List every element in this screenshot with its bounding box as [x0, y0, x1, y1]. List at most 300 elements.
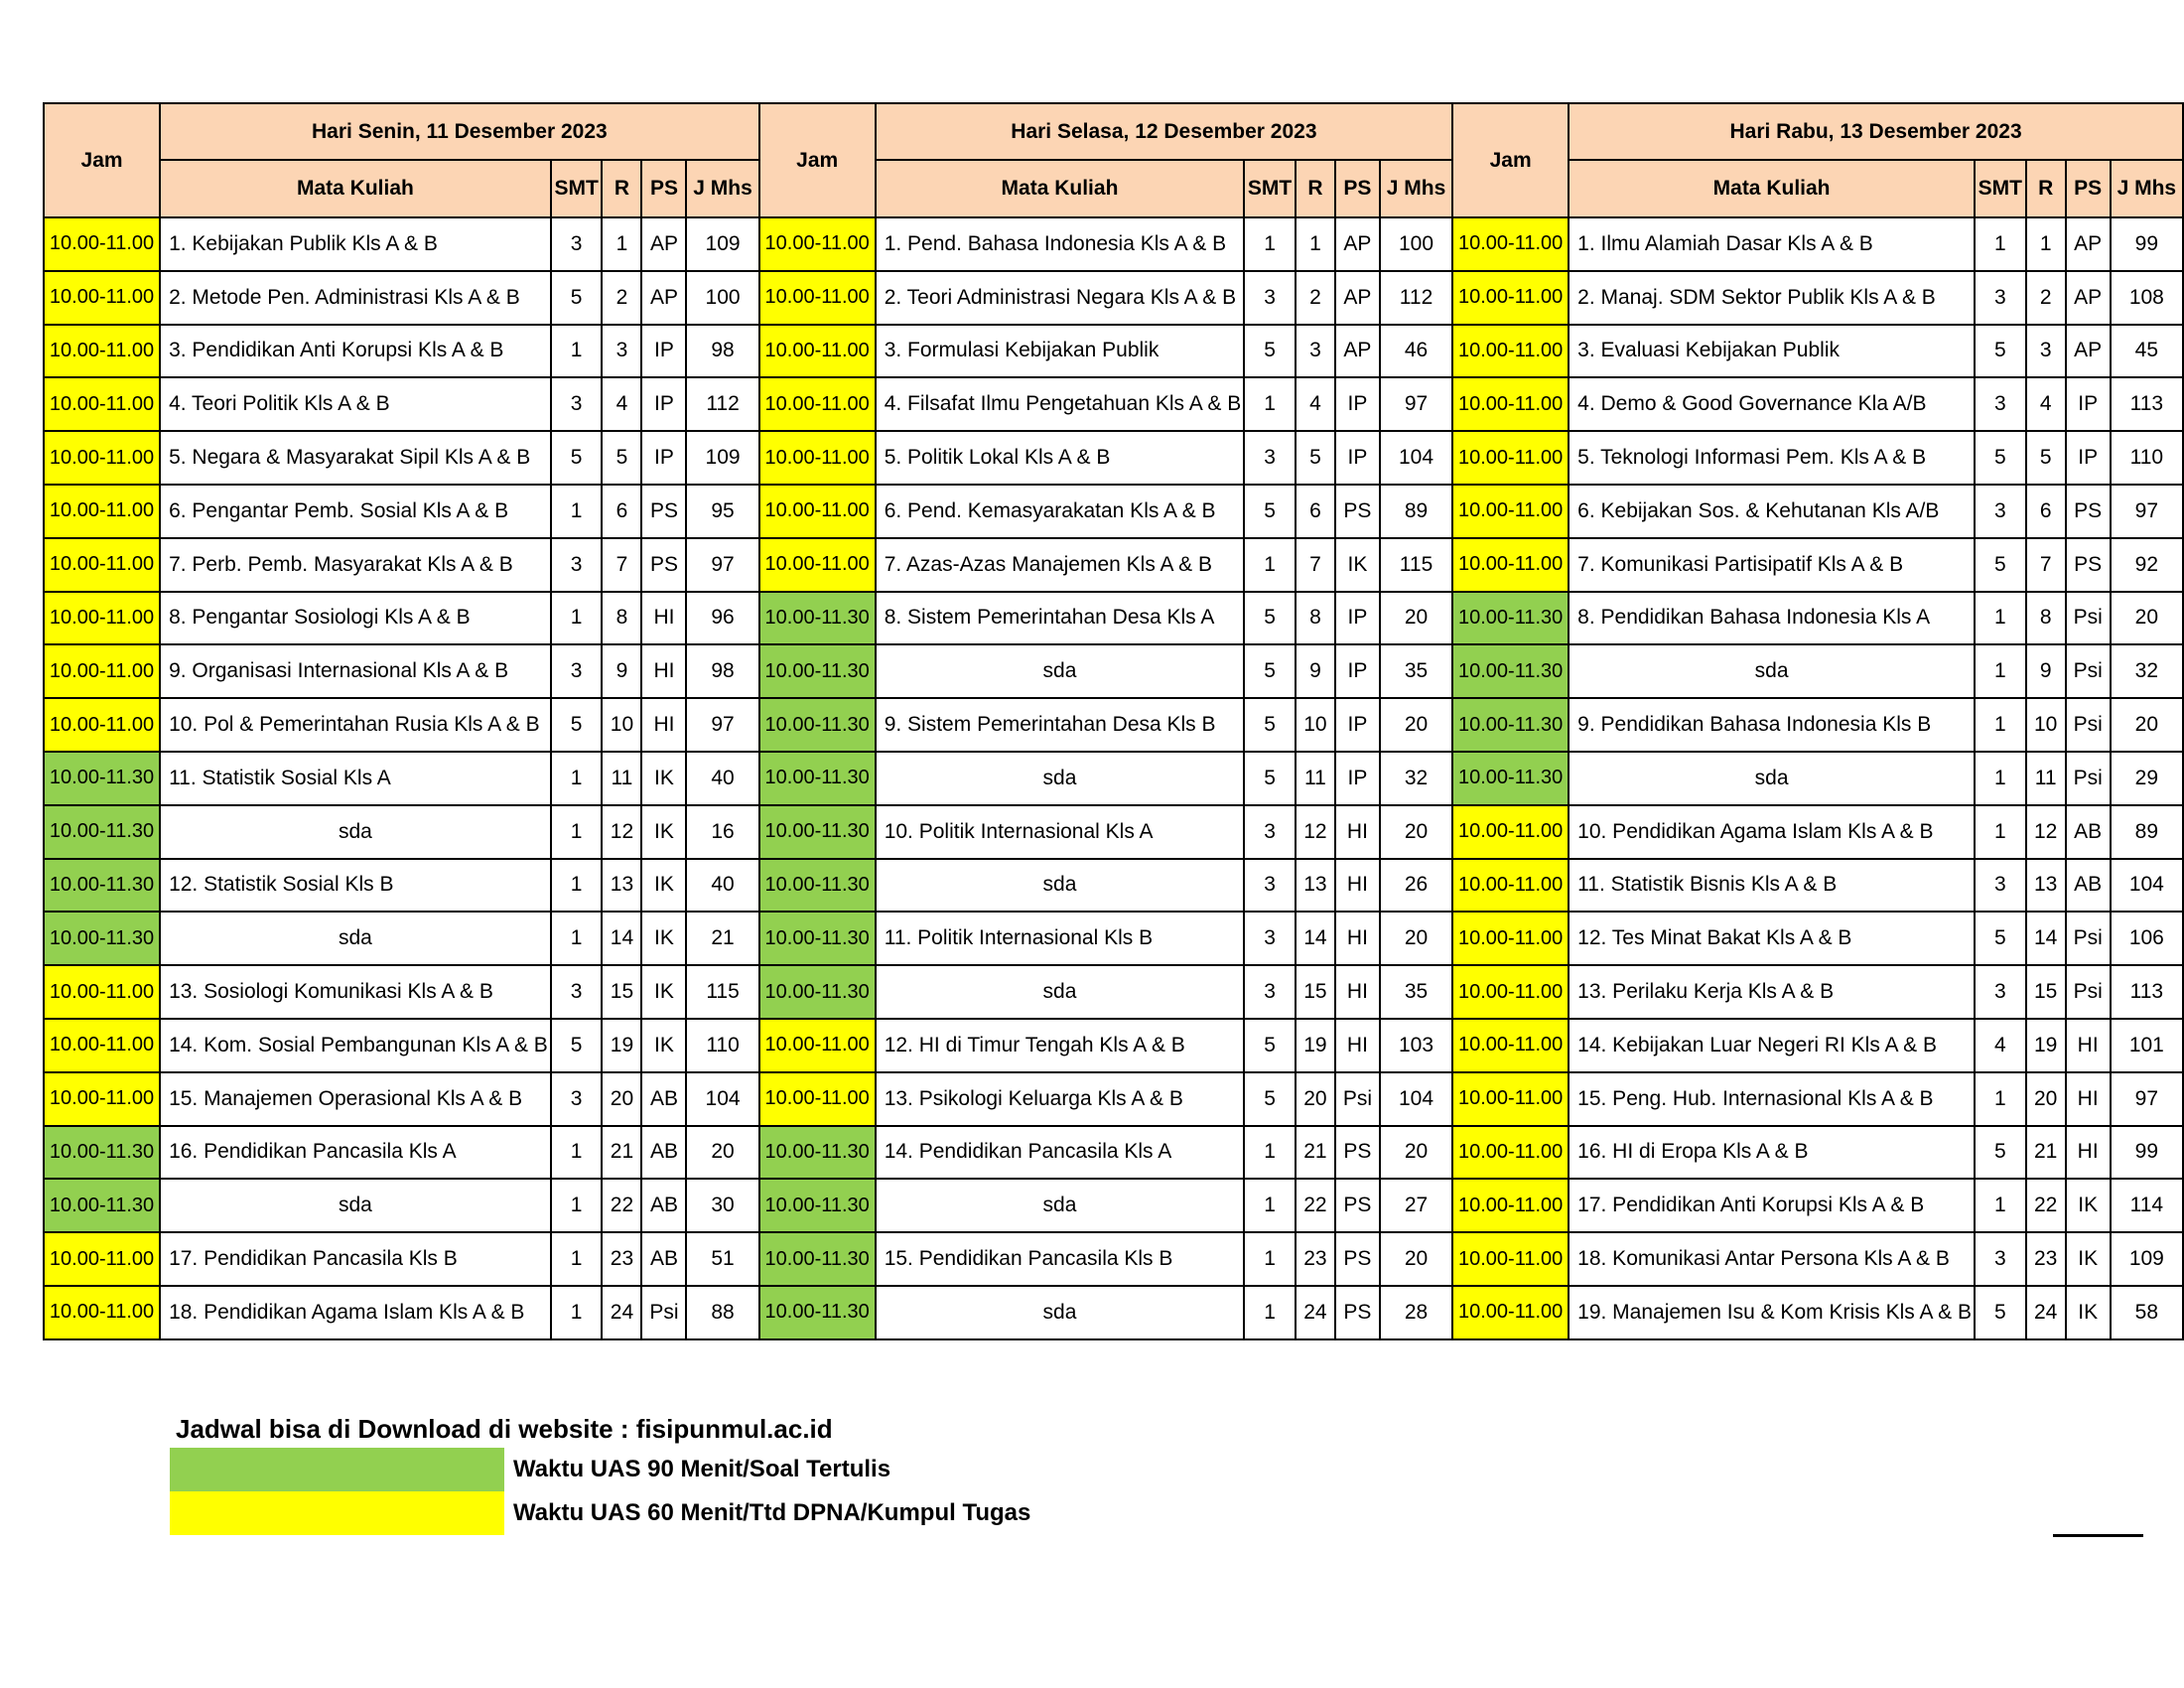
jam-cell: 10.00-11.00 — [759, 217, 876, 271]
smt-cell: 5 — [1244, 1072, 1296, 1126]
smt-cell: 3 — [1975, 1232, 2026, 1286]
jmhs-cell: 35 — [1380, 965, 1452, 1019]
room-cell: 19 — [2026, 1019, 2066, 1072]
jam-cell: 10.00-11.00 — [44, 1072, 160, 1126]
ps-cell: HI — [1335, 859, 1380, 913]
room-cell: 6 — [602, 485, 641, 538]
room-cell: 14 — [602, 912, 641, 965]
room-cell: 9 — [2026, 644, 2066, 698]
room-cell: 2 — [2026, 271, 2066, 325]
ps-cell: IP — [2066, 431, 2111, 485]
course-cell: 13. Psikologi Keluarga Kls A & B — [876, 1072, 1245, 1126]
jam-cell: 10.00-11.00 — [44, 1286, 160, 1339]
jmhs-cell: 109 — [686, 431, 758, 485]
smt-cell: 3 — [1244, 805, 1296, 859]
table-row — [44, 1286, 2183, 1339]
jam-cell: 10.00-11.00 — [44, 1019, 160, 1072]
ps-cell: AP — [2066, 217, 2111, 271]
jam-cell: 10.00-11.30 — [1452, 698, 1569, 752]
jmhs-cell: 103 — [1380, 1019, 1452, 1072]
jmhs-cell: 95 — [686, 485, 758, 538]
course-cell: 7. Komunikasi Partisipatif Kls A & B — [1569, 538, 1975, 592]
room-cell: 1 — [1296, 217, 1335, 271]
smt-cell: 1 — [1244, 538, 1296, 592]
smt-cell: 1 — [551, 592, 603, 645]
room-cell: 5 — [2026, 431, 2066, 485]
ps-cell: IP — [1335, 431, 1380, 485]
course-cell: 12. Statistik Sosial Kls B — [160, 859, 551, 913]
jam-cell: 10.00-11.00 — [1452, 538, 1569, 592]
ps-cell: AP — [641, 217, 686, 271]
day-header: Hari Senin, 11 Desember 2023 — [160, 103, 759, 160]
smt-cell: 1 — [551, 1179, 603, 1232]
room-cell: 3 — [1296, 325, 1335, 378]
smt-cell: 3 — [1975, 485, 2026, 538]
column-header-mata-kuliah: Mata Kuliah — [876, 160, 1245, 217]
table-row — [44, 644, 2183, 698]
ps-cell: IP — [2066, 377, 2111, 431]
jam-cell: 10.00-11.00 — [1452, 1072, 1569, 1126]
ps-cell: IP — [641, 431, 686, 485]
room-cell: 10 — [2026, 698, 2066, 752]
ps-cell: IP — [1335, 592, 1380, 645]
jam-cell: 10.00-11.00 — [759, 1019, 876, 1072]
jam-cell: 10.00-11.00 — [1452, 912, 1569, 965]
jmhs-cell: 100 — [1380, 217, 1452, 271]
jmhs-cell: 104 — [2111, 859, 2183, 913]
jmhs-cell: 104 — [1380, 1072, 1452, 1126]
smt-cell: 3 — [1244, 431, 1296, 485]
room-cell: 8 — [1296, 592, 1335, 645]
jam-cell: 10.00-11.30 — [44, 1126, 160, 1180]
jam-cell: 10.00-11.00 — [759, 271, 876, 325]
smt-cell: 5 — [1975, 912, 2026, 965]
smt-cell: 3 — [1244, 271, 1296, 325]
ps-cell: AB — [641, 1072, 686, 1126]
smt-cell: 5 — [551, 698, 603, 752]
room-cell: 15 — [1296, 965, 1335, 1019]
jmhs-cell: 35 — [1380, 644, 1452, 698]
column-header-r: R — [2026, 160, 2066, 217]
jam-cell: 10.00-11.30 — [759, 805, 876, 859]
ps-cell: Psi — [641, 1286, 686, 1339]
ps-cell: PS — [641, 538, 686, 592]
jmhs-cell: 20 — [1380, 912, 1452, 965]
smt-cell: 1 — [551, 485, 603, 538]
room-cell: 6 — [2026, 485, 2066, 538]
course-cell: 15. Pendidikan Pancasila Kls B — [876, 1232, 1245, 1286]
jam-cell: 10.00-11.30 — [1452, 644, 1569, 698]
table-row — [44, 1232, 2183, 1286]
room-cell: 9 — [602, 644, 641, 698]
jam-cell: 10.00-11.00 — [759, 1072, 876, 1126]
smt-cell: 5 — [1244, 698, 1296, 752]
course-cell: 14. Kebijakan Luar Negeri RI Kls A & B — [1569, 1019, 1975, 1072]
smt-cell: 1 — [551, 1286, 603, 1339]
smt-cell: 1 — [1975, 698, 2026, 752]
course-cell: 1. Kebijakan Publik Kls A & B — [160, 217, 551, 271]
jam-cell: 10.00-11.00 — [44, 431, 160, 485]
room-cell: 6 — [1296, 485, 1335, 538]
course-cell: 8. Sistem Pemerintahan Desa Kls A — [876, 592, 1245, 645]
course-cell: 4. Filsafat Ilmu Pengetahuan Kls A & B — [876, 377, 1245, 431]
room-cell: 11 — [2026, 752, 2066, 805]
course-cell: sda — [876, 644, 1245, 698]
ps-cell: IK — [641, 1019, 686, 1072]
smt-cell: 3 — [1975, 271, 2026, 325]
jmhs-cell: 113 — [2111, 377, 2183, 431]
course-cell: 3. Formulasi Kebijakan Publik — [876, 325, 1245, 378]
room-cell: 7 — [1296, 538, 1335, 592]
exam-schedule-table-wrap — [43, 102, 2184, 1340]
jam-cell: 10.00-11.00 — [759, 485, 876, 538]
room-cell: 24 — [602, 1286, 641, 1339]
room-cell: 19 — [602, 1019, 641, 1072]
course-cell: 16. HI di Eropa Kls A & B — [1569, 1126, 1975, 1180]
jmhs-cell: 20 — [1380, 1232, 1452, 1286]
jam-cell: 10.00-11.00 — [44, 377, 160, 431]
smt-cell: 3 — [1244, 912, 1296, 965]
jam-cell: 10.00-11.30 — [759, 644, 876, 698]
smt-cell: 5 — [551, 1019, 603, 1072]
room-cell: 20 — [602, 1072, 641, 1126]
room-cell: 3 — [602, 325, 641, 378]
room-cell: 7 — [2026, 538, 2066, 592]
table-row — [44, 325, 2183, 378]
course-cell: 12. HI di Timur Tengah Kls A & B — [876, 1019, 1245, 1072]
jam-cell: 10.00-11.00 — [759, 431, 876, 485]
room-cell: 5 — [602, 431, 641, 485]
jam-cell: 10.00-11.00 — [1452, 271, 1569, 325]
jam-cell: 10.00-11.00 — [1452, 377, 1569, 431]
smt-cell: 1 — [1975, 1072, 2026, 1126]
jmhs-cell: 110 — [686, 1019, 758, 1072]
smt-cell: 3 — [1244, 965, 1296, 1019]
room-cell: 13 — [2026, 859, 2066, 913]
course-cell: 9. Pendidikan Bahasa Indonesia Kls B — [1569, 698, 1975, 752]
room-cell: 8 — [602, 592, 641, 645]
course-cell: 8. Pendidikan Bahasa Indonesia Kls A — [1569, 592, 1975, 645]
table-row — [44, 912, 2183, 965]
course-cell: 1. Pend. Bahasa Indonesia Kls A & B — [876, 217, 1245, 271]
jmhs-cell: 113 — [2111, 965, 2183, 1019]
course-cell: 4. Demo & Good Governance Kla A/B — [1569, 377, 1975, 431]
room-cell: 24 — [2026, 1286, 2066, 1339]
smt-cell: 1 — [551, 805, 603, 859]
course-cell: 3. Evaluasi Kebijakan Publik — [1569, 325, 1975, 378]
jam-cell: 10.00-11.30 — [44, 1179, 160, 1232]
jmhs-cell: 20 — [2111, 698, 2183, 752]
jam-cell: 10.00-11.30 — [1452, 592, 1569, 645]
smt-cell: 1 — [1244, 1179, 1296, 1232]
ps-cell: IP — [1335, 698, 1380, 752]
course-cell: 18. Pendidikan Agama Islam Kls A & B — [160, 1286, 551, 1339]
ps-cell: IK — [2066, 1286, 2111, 1339]
room-cell: 4 — [2026, 377, 2066, 431]
room-cell: 14 — [1296, 912, 1335, 965]
ps-cell: IP — [1335, 644, 1380, 698]
bottom-right-line — [2053, 1534, 2143, 1537]
smt-cell: 5 — [1244, 752, 1296, 805]
smt-cell: 1 — [1244, 217, 1296, 271]
jmhs-cell: 20 — [2111, 592, 2183, 645]
course-cell: 1. Ilmu Alamiah Dasar Kls A & B — [1569, 217, 1975, 271]
room-cell: 23 — [1296, 1232, 1335, 1286]
room-cell: 4 — [1296, 377, 1335, 431]
smt-cell: 5 — [551, 431, 603, 485]
jam-cell: 10.00-11.00 — [759, 377, 876, 431]
smt-cell: 1 — [551, 752, 603, 805]
room-cell: 22 — [602, 1179, 641, 1232]
jmhs-cell: 20 — [686, 1126, 758, 1180]
room-cell: 2 — [602, 271, 641, 325]
ps-cell: AB — [641, 1232, 686, 1286]
room-cell: 2 — [1296, 271, 1335, 325]
smt-cell: 5 — [1975, 1286, 2026, 1339]
smt-cell: 3 — [551, 644, 603, 698]
jam-cell: 10.00-11.30 — [759, 1286, 876, 1339]
jam-cell: 10.00-11.00 — [44, 698, 160, 752]
jam-cell: 10.00-11.30 — [1452, 752, 1569, 805]
course-cell: sda — [876, 752, 1245, 805]
jam-cell: 10.00-11.00 — [1452, 1286, 1569, 1339]
column-header-smt: SMT — [1975, 160, 2026, 217]
room-cell: 23 — [602, 1232, 641, 1286]
smt-cell: 3 — [1975, 965, 2026, 1019]
table-row — [44, 271, 2183, 325]
table-row — [44, 805, 2183, 859]
smt-cell: 1 — [551, 325, 603, 378]
ps-cell: Psi — [2066, 644, 2111, 698]
table-row — [44, 965, 2183, 1019]
smt-cell: 1 — [1975, 217, 2026, 271]
course-cell: 8. Pengantar Sosiologi Kls A & B — [160, 592, 551, 645]
smt-cell: 1 — [1244, 377, 1296, 431]
ps-cell: HI — [641, 592, 686, 645]
smt-cell: 5 — [1244, 1019, 1296, 1072]
course-cell: sda — [876, 1286, 1245, 1339]
legend-swatch-yellow — [170, 1491, 504, 1535]
jmhs-cell: 89 — [2111, 805, 2183, 859]
course-cell: 17. Pendidikan Anti Korupsi Kls A & B — [1569, 1179, 1975, 1232]
ps-cell: PS — [1335, 1232, 1380, 1286]
room-cell: 11 — [1296, 752, 1335, 805]
smt-cell: 1 — [1975, 805, 2026, 859]
jam-cell: 10.00-11.00 — [1452, 805, 1569, 859]
room-cell: 20 — [1296, 1072, 1335, 1126]
course-cell: 13. Perilaku Kerja Kls A & B — [1569, 965, 1975, 1019]
jam-cell: 10.00-11.30 — [759, 1179, 876, 1232]
ps-cell: PS — [2066, 485, 2111, 538]
room-cell: 10 — [602, 698, 641, 752]
jmhs-cell: 58 — [2111, 1286, 2183, 1339]
jam-cell: 10.00-11.00 — [1452, 325, 1569, 378]
course-cell: 2. Metode Pen. Administrasi Kls A & B — [160, 271, 551, 325]
ps-cell: PS — [1335, 1179, 1380, 1232]
room-cell: 5 — [1296, 431, 1335, 485]
jam-column-header: Jam — [44, 103, 160, 217]
jam-cell: 10.00-11.30 — [759, 592, 876, 645]
jmhs-cell: 100 — [686, 271, 758, 325]
jam-cell: 10.00-11.00 — [759, 325, 876, 378]
jam-cell: 10.00-11.00 — [44, 217, 160, 271]
smt-cell: 5 — [1244, 644, 1296, 698]
ps-cell: AP — [1335, 271, 1380, 325]
jmhs-cell: 32 — [2111, 644, 2183, 698]
room-cell: 4 — [602, 377, 641, 431]
smt-cell: 5 — [1244, 592, 1296, 645]
room-cell: 3 — [2026, 325, 2066, 378]
jmhs-cell: 40 — [686, 859, 758, 913]
column-header-r: R — [602, 160, 641, 217]
room-cell: 11 — [602, 752, 641, 805]
smt-cell: 1 — [1975, 752, 2026, 805]
course-cell: 15. Manajemen Operasional Kls A & B — [160, 1072, 551, 1126]
jam-cell: 10.00-11.30 — [759, 752, 876, 805]
ps-cell: HI — [1335, 965, 1380, 1019]
jmhs-cell: 114 — [2111, 1179, 2183, 1232]
course-cell: 9. Sistem Pemerintahan Desa Kls B — [876, 698, 1245, 752]
jam-cell: 10.00-11.00 — [1452, 485, 1569, 538]
room-cell: 12 — [602, 805, 641, 859]
smt-cell: 5 — [1975, 1126, 2026, 1180]
ps-cell: AB — [2066, 805, 2111, 859]
jam-cell: 10.00-11.00 — [1452, 217, 1569, 271]
ps-cell: HI — [2066, 1072, 2111, 1126]
ps-cell: Psi — [2066, 965, 2111, 1019]
ps-cell: AB — [2066, 859, 2111, 913]
ps-cell: IK — [641, 805, 686, 859]
jam-cell: 10.00-11.00 — [1452, 859, 1569, 913]
day-header: Hari Selasa, 12 Desember 2023 — [876, 103, 1452, 160]
column-header-ps: PS — [2066, 160, 2111, 217]
ps-cell: HI — [2066, 1126, 2111, 1180]
course-cell: 3. Pendidikan Anti Korupsi Kls A & B — [160, 325, 551, 378]
ps-cell: AP — [641, 271, 686, 325]
jmhs-cell: 51 — [686, 1232, 758, 1286]
jmhs-cell: 20 — [1380, 805, 1452, 859]
jmhs-cell: 108 — [2111, 271, 2183, 325]
ps-cell: Psi — [2066, 752, 2111, 805]
table-row — [44, 377, 2183, 431]
jmhs-cell: 97 — [686, 538, 758, 592]
ps-cell: IK — [2066, 1232, 2111, 1286]
jam-cell: 10.00-11.30 — [759, 698, 876, 752]
course-cell: 19. Manajemen Isu & Kom Krisis Kls A & B — [1569, 1286, 1975, 1339]
room-cell: 7 — [602, 538, 641, 592]
room-cell: 19 — [1296, 1019, 1335, 1072]
room-cell: 13 — [602, 859, 641, 913]
ps-cell: HI — [1335, 912, 1380, 965]
jmhs-cell: 20 — [1380, 592, 1452, 645]
room-cell: 10 — [1296, 698, 1335, 752]
legend-swatch-green — [170, 1448, 504, 1491]
jam-column-header: Jam — [1452, 103, 1569, 217]
ps-cell: IP — [641, 377, 686, 431]
room-cell: 24 — [1296, 1286, 1335, 1339]
ps-cell: AB — [641, 1179, 686, 1232]
jmhs-cell: 92 — [2111, 538, 2183, 592]
room-cell: 12 — [2026, 805, 2066, 859]
jmhs-cell: 109 — [2111, 1232, 2183, 1286]
smt-cell: 1 — [1975, 592, 2026, 645]
jmhs-cell: 106 — [2111, 912, 2183, 965]
table-row — [44, 485, 2183, 538]
smt-cell: 3 — [551, 217, 603, 271]
room-cell: 13 — [1296, 859, 1335, 913]
smt-cell: 1 — [1244, 1232, 1296, 1286]
jam-cell: 10.00-11.00 — [44, 644, 160, 698]
jmhs-cell: 99 — [2111, 217, 2183, 271]
room-cell: 8 — [2026, 592, 2066, 645]
table-row — [44, 698, 2183, 752]
course-cell: 14. Kom. Sosial Pembangunan Kls A & B — [160, 1019, 551, 1072]
ps-cell: PS — [2066, 538, 2111, 592]
jmhs-cell: 97 — [1380, 377, 1452, 431]
room-cell: 21 — [602, 1126, 641, 1180]
jmhs-cell: 29 — [2111, 752, 2183, 805]
jam-cell: 10.00-11.30 — [44, 859, 160, 913]
smt-cell: 3 — [1975, 859, 2026, 913]
room-cell: 14 — [2026, 912, 2066, 965]
jmhs-cell: 104 — [686, 1072, 758, 1126]
ps-cell: HI — [641, 698, 686, 752]
ps-cell: PS — [1335, 1286, 1380, 1339]
course-cell: 2. Teori Administrasi Negara Kls A & B — [876, 271, 1245, 325]
room-cell: 21 — [1296, 1126, 1335, 1180]
jmhs-cell: 27 — [1380, 1179, 1452, 1232]
course-cell: 7. Perb. Pemb. Masyarakat Kls A & B — [160, 538, 551, 592]
ps-cell: HI — [2066, 1019, 2111, 1072]
jam-cell: 10.00-11.00 — [759, 538, 876, 592]
ps-cell: PS — [1335, 1126, 1380, 1180]
smt-cell: 5 — [1244, 325, 1296, 378]
table-row — [44, 592, 2183, 645]
jmhs-cell: 26 — [1380, 859, 1452, 913]
ps-cell: HI — [1335, 805, 1380, 859]
course-cell: 6. Pengantar Pemb. Sosial Kls A & B — [160, 485, 551, 538]
course-cell: 7. Azas-Azas Manajemen Kls A & B — [876, 538, 1245, 592]
legend-label-green: Waktu UAS 90 Menit/Soal Tertulis — [513, 1456, 891, 1482]
jmhs-cell: 32 — [1380, 752, 1452, 805]
ps-cell: Psi — [2066, 698, 2111, 752]
jmhs-cell: 21 — [686, 912, 758, 965]
jam-cell: 10.00-11.00 — [1452, 431, 1569, 485]
ps-cell: AP — [2066, 325, 2111, 378]
room-cell: 15 — [2026, 965, 2066, 1019]
jmhs-cell: 98 — [686, 325, 758, 378]
ps-cell: AP — [1335, 325, 1380, 378]
jam-cell: 10.00-11.00 — [1452, 1019, 1569, 1072]
smt-cell: 1 — [1975, 1179, 2026, 1232]
course-cell: 14. Pendidikan Pancasila Kls A — [876, 1126, 1245, 1180]
ps-cell: IK — [1335, 538, 1380, 592]
table-row — [44, 1019, 2183, 1072]
course-cell: 17. Pendidikan Pancasila Kls B — [160, 1232, 551, 1286]
table-row — [44, 752, 2183, 805]
ps-cell: IP — [641, 325, 686, 378]
jmhs-cell: 97 — [2111, 1072, 2183, 1126]
smt-cell: 1 — [1244, 1126, 1296, 1180]
smt-cell: 1 — [551, 1232, 603, 1286]
course-cell: 9. Organisasi Internasional Kls A & B — [160, 644, 551, 698]
legend-label-yellow: Waktu UAS 60 Menit/Ttd DPNA/Kumpul Tugas — [513, 1499, 1031, 1526]
ps-cell: HI — [641, 644, 686, 698]
jam-cell: 10.00-11.00 — [1452, 965, 1569, 1019]
smt-cell: 1 — [1975, 644, 2026, 698]
jam-cell: 10.00-11.30 — [44, 912, 160, 965]
jmhs-cell: 88 — [686, 1286, 758, 1339]
